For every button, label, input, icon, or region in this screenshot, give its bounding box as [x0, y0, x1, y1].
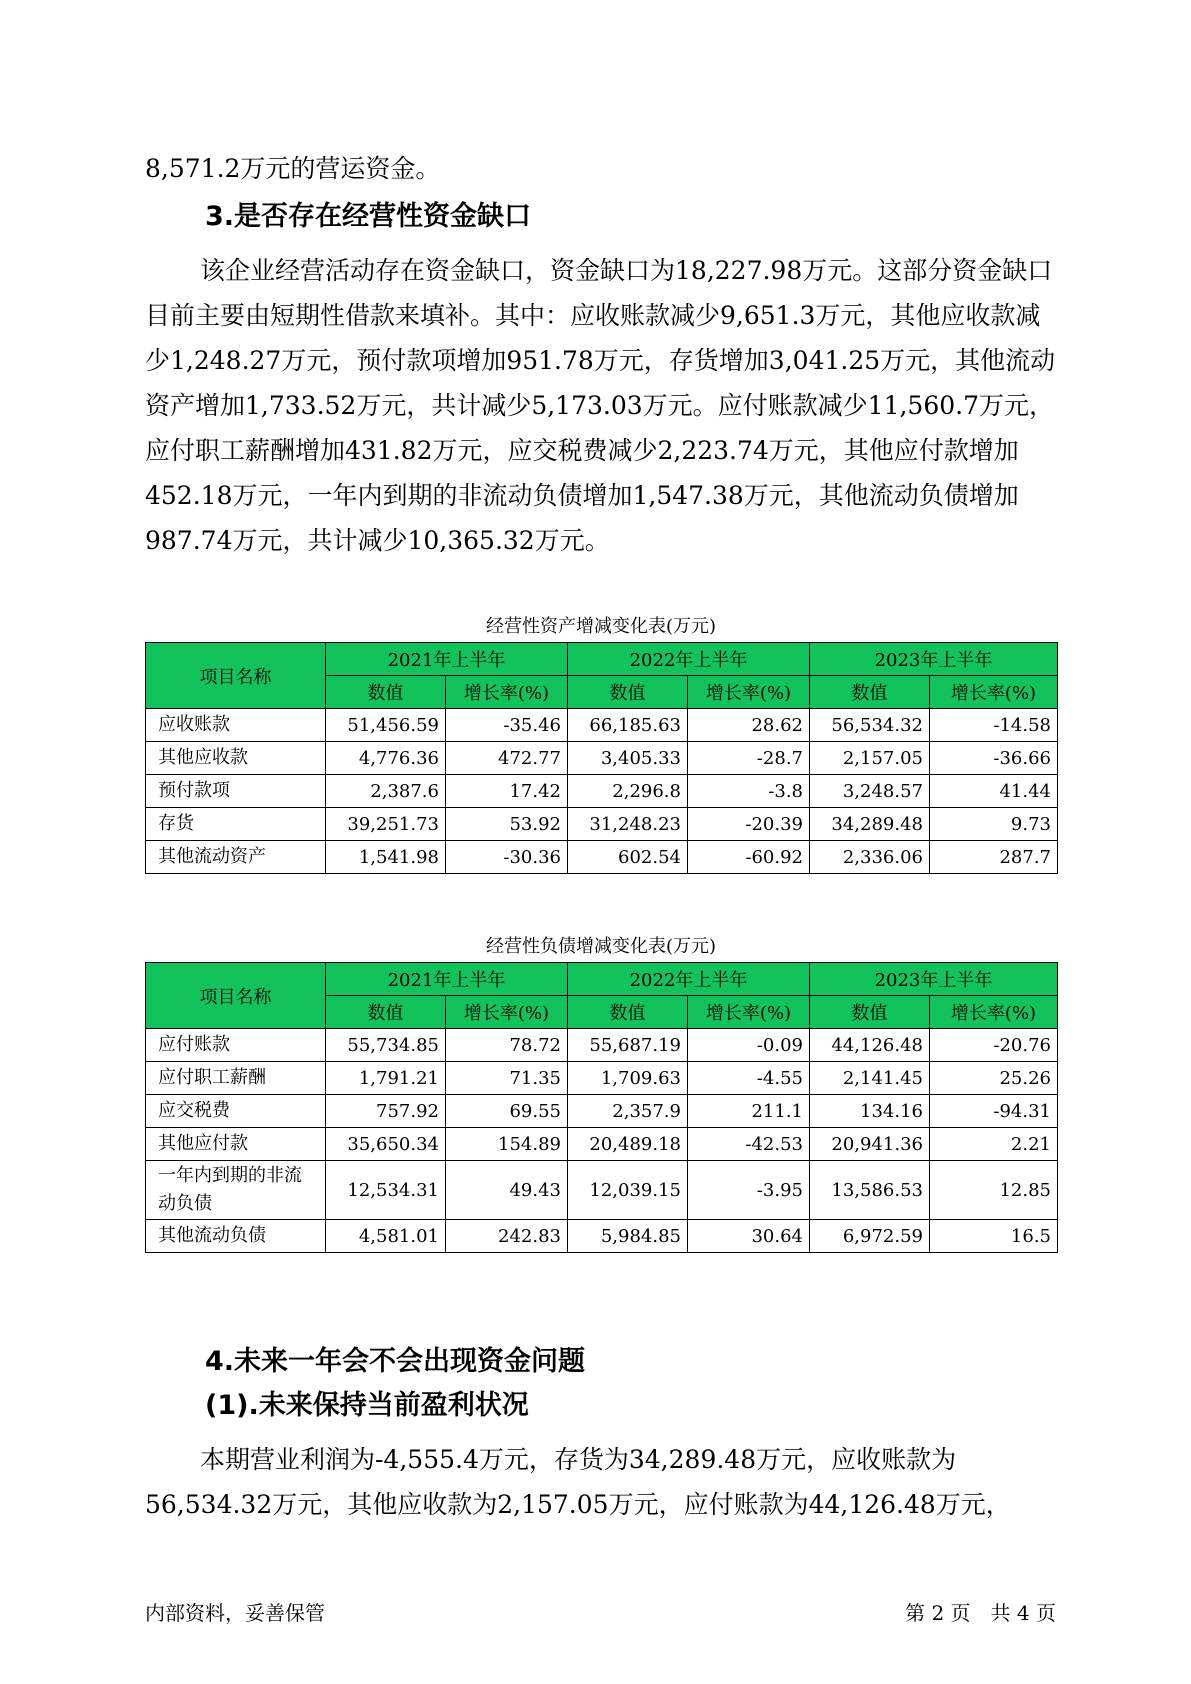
value-cell: 602.54 [568, 841, 688, 874]
value-header: 数值 [568, 676, 688, 709]
growth-cell: -42.53 [688, 1128, 810, 1161]
growth-cell: 16.5 [930, 1220, 1058, 1253]
growth-cell: -36.66 [930, 742, 1058, 775]
period-header: 2022年上半年 [568, 643, 810, 676]
value-cell: 51,456.59 [326, 709, 446, 742]
growth-header: 增长率(%) [446, 676, 568, 709]
period-header: 2022年上半年 [568, 963, 810, 996]
growth-cell: 25.26 [930, 1062, 1058, 1095]
value-cell: 6,972.59 [810, 1220, 930, 1253]
growth-cell: 78.72 [446, 1029, 568, 1062]
value-cell: 757.92 [326, 1095, 446, 1128]
value-cell: 1,791.21 [326, 1062, 446, 1095]
section4-paragraph [145, 1437, 1057, 1527]
value-cell: 2,296.8 [568, 775, 688, 808]
growth-cell: 2.21 [930, 1128, 1058, 1161]
value-cell: 2,336.06 [810, 841, 930, 874]
value-cell: 20,941.36 [810, 1128, 930, 1161]
value-header: 数值 [568, 996, 688, 1029]
growth-header: 增长率(%) [930, 996, 1058, 1029]
period-header: 2021年上半年 [326, 963, 568, 996]
growth-cell: -20.76 [930, 1029, 1058, 1062]
row-name: 一年内到期的非流动负债 [146, 1161, 326, 1220]
item-name-header: 项目名称 [146, 963, 326, 1029]
value-header: 数值 [810, 996, 930, 1029]
growth-cell: 71.35 [446, 1062, 568, 1095]
growth-cell: -94.31 [930, 1095, 1058, 1128]
growth-cell: 211.1 [688, 1095, 810, 1128]
growth-cell: 9.73 [930, 808, 1058, 841]
growth-cell: 53.92 [446, 808, 568, 841]
table-row [146, 1161, 1058, 1220]
table-row [146, 1220, 1058, 1253]
value-cell: 39,251.73 [326, 808, 446, 841]
growth-cell: 69.55 [446, 1095, 568, 1128]
value-cell: 56,534.32 [810, 709, 930, 742]
table-row [146, 1029, 1058, 1062]
growth-cell: 41.44 [930, 775, 1058, 808]
growth-cell: 242.83 [446, 1220, 568, 1253]
value-cell: 2,357.9 [568, 1095, 688, 1128]
value-cell: 34,289.48 [810, 808, 930, 841]
growth-cell: 472.77 [446, 742, 568, 775]
table-row [146, 808, 1058, 841]
value-cell: 31,248.23 [568, 808, 688, 841]
value-cell: 12,534.31 [326, 1161, 446, 1220]
section3-text: 该企业经营活动存在资金缺口，资金缺口为18,227.98万元。这部分资金缺口目前主要由短期性借款来填补。其中：应收账款减少9,651.3万元，其他应收款减少1,248.27万元，预付款项增加951.78万元，存货增加3,041.25万元，其他流动资产增加1,733.52万元，共计减少5,173.03万元。应付账款减少11,560.7万元，应付职工薪酬增加431.82万元，应交税费减少2,223.74万元，其他应付款增加452.18万元，一年内到期的非流动负债增加1,547.38万元，其他流动负债增加987.74万元，共计减少10,365.32万元。 [145, 256, 1056, 555]
value-cell: 4,776.36 [326, 742, 446, 775]
row-name: 应付账款 [146, 1029, 326, 1062]
row-name: 应交税费 [146, 1095, 326, 1128]
table-row [146, 1062, 1058, 1095]
table-row [146, 1128, 1058, 1161]
footer-note: 内部资料，妥善保管 [145, 1601, 325, 1625]
section3-heading: 3.是否存在经营性资金缺口 [205, 201, 532, 232]
section4-sub-heading: (1).未来保持当前盈利状况 [205, 1390, 529, 1421]
value-cell: 35,650.34 [326, 1128, 446, 1161]
value-cell: 2,141.45 [810, 1062, 930, 1095]
intro-paragraph [145, 146, 1057, 191]
value-cell: 3,405.33 [568, 742, 688, 775]
value-header: 数值 [810, 676, 930, 709]
value-cell: 1,709.63 [568, 1062, 688, 1095]
row-name: 其他流动资产 [146, 841, 326, 874]
growth-header: 增长率(%) [930, 676, 1058, 709]
liabilities-table-caption: 经营性负债增减变化表(万元) [485, 936, 717, 957]
growth-header: 增长率(%) [688, 996, 810, 1029]
growth-cell: -28.7 [688, 742, 810, 775]
growth-cell: 49.43 [446, 1161, 568, 1220]
table-row [146, 1095, 1058, 1128]
growth-cell: -14.58 [930, 709, 1058, 742]
table-row [146, 775, 1058, 808]
growth-cell: 154.89 [446, 1128, 568, 1161]
item-name-header: 项目名称 [146, 643, 326, 709]
growth-cell: -30.36 [446, 841, 568, 874]
value-cell: 2,387.6 [326, 775, 446, 808]
growth-cell: 12.85 [930, 1161, 1058, 1220]
growth-cell: -35.46 [446, 709, 568, 742]
value-cell: 12,039.15 [568, 1161, 688, 1220]
growth-cell: 30.64 [688, 1220, 810, 1253]
row-name: 应付职工薪酬 [146, 1062, 326, 1095]
value-cell: 2,157.05 [810, 742, 930, 775]
assets-table [145, 642, 1058, 874]
value-cell: 55,734.85 [326, 1029, 446, 1062]
growth-cell: 287.7 [930, 841, 1058, 874]
table-row [146, 841, 1058, 874]
value-header: 数值 [326, 676, 446, 709]
growth-header: 增长率(%) [688, 676, 810, 709]
value-cell: 66,185.63 [568, 709, 688, 742]
table-row [146, 742, 1058, 775]
liabilities-table [145, 962, 1058, 1253]
intro-line: 8,571.2万元的营运资金。 [145, 154, 441, 183]
value-header: 数值 [326, 996, 446, 1029]
value-cell: 4,581.01 [326, 1220, 446, 1253]
growth-cell: 28.62 [688, 709, 810, 742]
value-cell: 13,586.53 [810, 1161, 930, 1220]
period-header: 2023年上半年 [810, 643, 1058, 676]
growth-cell: -3.95 [688, 1161, 810, 1220]
page-number: 第 2 页 共 4 页 [905, 1601, 1056, 1625]
row-name: 其他应收款 [146, 742, 326, 775]
value-cell: 20,489.18 [568, 1128, 688, 1161]
growth-header: 增长率(%) [446, 996, 568, 1029]
growth-cell: -20.39 [688, 808, 810, 841]
section4-text: 本期营业利润为-4,555.4万元，存货为34,289.48万元，应收账款为56,534.32万元，其他应收款为2,157.05万元，应付账款为44,126.48万元， [145, 1445, 1011, 1519]
growth-cell: 17.42 [446, 775, 568, 808]
assets-table-caption: 经营性资产增减变化表(万元) [485, 616, 717, 637]
value-cell: 3,248.57 [810, 775, 930, 808]
period-header: 2021年上半年 [326, 643, 568, 676]
period-header: 2023年上半年 [810, 963, 1058, 996]
table-row [146, 709, 1058, 742]
value-cell: 5,984.85 [568, 1220, 688, 1253]
growth-cell: -0.09 [688, 1029, 810, 1062]
row-name: 其他应付款 [146, 1128, 326, 1161]
value-cell: 44,126.48 [810, 1029, 930, 1062]
growth-cell: -3.8 [688, 775, 810, 808]
row-name: 应收账款 [146, 709, 326, 742]
value-cell: 1,541.98 [326, 841, 446, 874]
section4-heading: 4.未来一年会不会出现资金问题 [205, 1346, 586, 1377]
growth-cell: -4.55 [688, 1062, 810, 1095]
row-name: 其他流动负债 [146, 1220, 326, 1253]
value-cell: 134.16 [810, 1095, 930, 1128]
growth-cell: -60.92 [688, 841, 810, 874]
row-name: 存货 [146, 808, 326, 841]
row-name: 预付款项 [146, 775, 326, 808]
section3-paragraph [145, 248, 1057, 563]
value-cell: 55,687.19 [568, 1029, 688, 1062]
